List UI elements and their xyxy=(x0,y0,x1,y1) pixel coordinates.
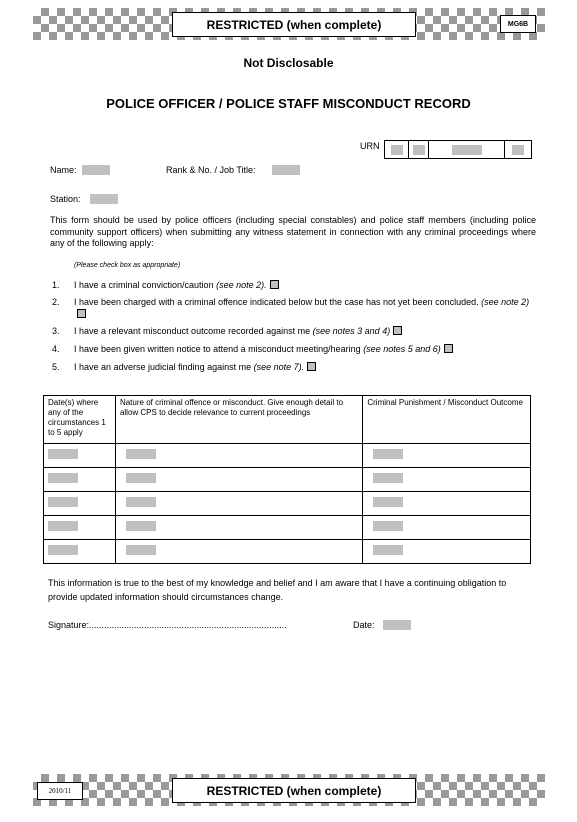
urn-cell[interactable] xyxy=(385,141,409,158)
name-label: Name: xyxy=(50,165,77,175)
item-note: (see notes 5 and 6) xyxy=(363,344,441,354)
signature-line[interactable]: Signature:............................................................................... xyxy=(48,620,287,630)
item-checkbox[interactable] xyxy=(393,326,402,335)
urn-field[interactable] xyxy=(384,140,532,159)
date-cell[interactable] xyxy=(44,516,116,540)
intro-paragraph: This form should be used by police officers (including special constables) and police staff members (including police community support officers) when submitting any witness statement in connection with any criminal proceedings where any of the following apply: xyxy=(50,215,536,248)
page-title: POLICE OFFICER / POLICE STAFF MISCONDUCT RECORD xyxy=(106,96,471,111)
table-header-row xyxy=(44,396,531,444)
table-row xyxy=(44,492,531,516)
item-checkbox[interactable] xyxy=(77,309,86,318)
outcome-cell[interactable] xyxy=(363,468,531,492)
top-restricted-label: RESTRICTED (when complete) xyxy=(172,12,416,37)
outcome-cell[interactable] xyxy=(363,492,531,516)
date-cell[interactable] xyxy=(44,540,116,564)
item-number: 5. xyxy=(52,362,60,372)
form-code: MG6B xyxy=(500,15,536,33)
header-dates: Date(s) where any of the circumstances 1 to 5 apply xyxy=(44,396,116,444)
station-label: Station: xyxy=(50,194,81,204)
name-field[interactable] xyxy=(82,165,110,175)
date-cell[interactable] xyxy=(44,468,116,492)
header-nature: Nature of criminal offence or misconduct. Give enough detail to allow CPS to decide relevance to current proceedings xyxy=(115,396,362,444)
item-text: I have been given written notice to attend a misconduct meeting/hearing xyxy=(74,344,364,354)
item-note: (see note 2) xyxy=(481,297,530,307)
item-checkbox[interactable] xyxy=(307,362,316,371)
item-text: I have been charged with a criminal offence indicated below but the case has not yet been concluded. xyxy=(74,297,482,307)
nature-cell[interactable] xyxy=(115,540,362,564)
item-number: 1. xyxy=(52,280,60,290)
declaration-text: This information is true to the best of my knowledge and belief and I am aware that I have a continuing obligation to provide updated information should circumstances change. xyxy=(48,578,507,602)
date-cell[interactable] xyxy=(44,444,116,468)
urn-cell[interactable] xyxy=(505,141,531,158)
version-label: 2010/11 xyxy=(37,782,83,800)
station-field[interactable] xyxy=(90,194,118,204)
date-cell[interactable] xyxy=(44,492,116,516)
item-checkbox[interactable] xyxy=(444,344,453,353)
item-note: (see notes 3 and 4) xyxy=(312,326,391,336)
outcome-cell[interactable] xyxy=(363,444,531,468)
item-number: 4. xyxy=(52,344,60,354)
rank-label: Rank & No. / Job Title: xyxy=(166,165,256,175)
nature-cell[interactable] xyxy=(115,468,362,492)
nature-cell[interactable] xyxy=(115,516,362,540)
nature-cell[interactable] xyxy=(115,492,362,516)
not-disclosable-heading: Not Disclosable xyxy=(243,56,334,70)
table-row xyxy=(44,444,531,468)
misconduct-record-table xyxy=(43,395,531,564)
item-note: (see note 2). xyxy=(216,280,267,290)
outcome-cell[interactable] xyxy=(363,540,531,564)
item-text: I have a criminal conviction/caution xyxy=(74,280,217,290)
urn-label: URN xyxy=(360,141,380,151)
item-checkbox[interactable] xyxy=(270,280,279,289)
urn-cell[interactable] xyxy=(429,141,505,158)
urn-cell[interactable] xyxy=(409,141,429,158)
outcome-cell[interactable] xyxy=(363,516,531,540)
item-number: 2. xyxy=(52,297,60,307)
table-row xyxy=(44,468,531,492)
check-instruction: (Please check box as appropriate) xyxy=(74,262,181,269)
bottom-restricted-label: RESTRICTED (when complete) xyxy=(172,778,416,803)
rank-field[interactable] xyxy=(272,165,300,175)
table-row xyxy=(44,516,531,540)
item-text: I have an adverse judicial finding against me xyxy=(74,362,254,372)
date-field[interactable] xyxy=(383,620,411,630)
item-number: 3. xyxy=(52,326,60,336)
date-label: Date: xyxy=(353,620,375,630)
item-text: I have a relevant misconduct outcome recorded against me xyxy=(74,326,313,336)
header-outcome: Criminal Punishment / Misconduct Outcome xyxy=(363,396,531,444)
item-note: (see note 7). xyxy=(253,362,305,372)
table-row xyxy=(44,540,531,564)
nature-cell[interactable] xyxy=(115,444,362,468)
